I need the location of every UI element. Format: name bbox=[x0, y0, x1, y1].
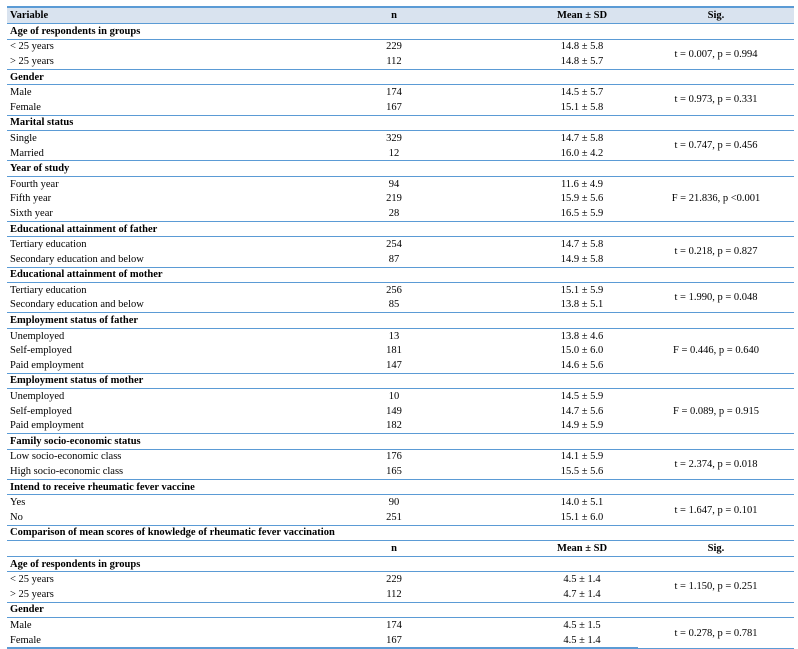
row-label: Female bbox=[7, 100, 262, 115]
row-mean-sd: 15.1 ± 6.0 bbox=[526, 510, 638, 525]
row-mean-sd: 14.7 ± 5.6 bbox=[560, 405, 604, 417]
row-label: Secondary education and below bbox=[7, 298, 262, 313]
row-n: 165 bbox=[262, 464, 526, 479]
table-row bbox=[7, 85, 794, 100]
group-title: Gender bbox=[7, 602, 794, 618]
subheader-n: n bbox=[262, 541, 526, 557]
row-mean-sd: 15.0 ± 6.0 bbox=[560, 345, 604, 357]
row-n: 85 bbox=[262, 298, 526, 313]
group-header-row bbox=[7, 24, 794, 40]
group-header-row bbox=[7, 434, 794, 450]
row-label: High socio-economic class bbox=[7, 464, 262, 479]
table-row bbox=[7, 389, 794, 404]
group-significance: t = 2.374, p = 0.018 bbox=[638, 449, 794, 479]
row-mean-sd: 14.9 ± 5.8 bbox=[526, 252, 638, 267]
group-significance: t = 0.218, p = 0.827 bbox=[638, 237, 794, 267]
row-label: No bbox=[7, 510, 262, 525]
row-label: Unemployed bbox=[10, 391, 65, 403]
row-label: Yes bbox=[10, 497, 26, 509]
table-row bbox=[7, 237, 794, 252]
row-label: Paid employment bbox=[7, 418, 262, 433]
header-n: n bbox=[262, 7, 526, 24]
row-mean-sd: 4.5 ± 1.5 bbox=[563, 619, 601, 631]
row-mean-sd: 14.9 ± 5.9 bbox=[526, 418, 638, 433]
group-title: Year of study bbox=[7, 161, 794, 177]
group-header-row bbox=[7, 479, 794, 495]
row-label: < 25 years bbox=[10, 41, 54, 53]
row-label: Married bbox=[7, 146, 262, 161]
group-header-row bbox=[7, 373, 794, 389]
row-label: Secondary education and below bbox=[7, 252, 262, 267]
row-mean-sd: 4.5 ± 1.4 bbox=[563, 574, 601, 586]
row-n: 112 bbox=[262, 54, 526, 69]
row-mean-sd: 15.9 ± 5.6 bbox=[560, 193, 604, 205]
row-n: 254 bbox=[386, 239, 402, 251]
row-n: 94 bbox=[388, 178, 400, 190]
row-label: Female bbox=[7, 633, 262, 649]
group-significance: t = 0.973, p = 0.331 bbox=[638, 85, 794, 115]
row-label: Self-employed bbox=[10, 405, 72, 417]
section-subheader-row bbox=[7, 541, 794, 557]
group-header-row bbox=[7, 602, 794, 618]
group-significance: t = 1.150, p = 0.251 bbox=[638, 572, 794, 602]
row-mean-sd: 15.1 ± 5.8 bbox=[526, 100, 638, 115]
row-label: Low socio-economic class bbox=[10, 451, 122, 463]
group-title: Educational attainment of mother bbox=[7, 267, 794, 283]
row-n: 10 bbox=[388, 391, 400, 403]
group-header-row bbox=[7, 556, 794, 572]
subheader-blank bbox=[7, 541, 262, 557]
group-title: Age of respondents in groups bbox=[7, 556, 794, 572]
row-label: Paid employment bbox=[7, 358, 262, 373]
table-body bbox=[7, 24, 794, 649]
row-n: 90 bbox=[388, 497, 400, 509]
row-mean-sd: 15.5 ± 5.6 bbox=[526, 464, 638, 479]
group-significance: t = 0.007, p = 0.994 bbox=[638, 39, 794, 69]
row-mean-sd: 16.0 ± 4.2 bbox=[526, 146, 638, 161]
row-mean-sd: 14.0 ± 5.1 bbox=[560, 497, 604, 509]
row-label: Male bbox=[10, 619, 32, 631]
row-mean-sd: 16.5 ± 5.9 bbox=[526, 206, 638, 221]
row-label: < 25 years bbox=[10, 574, 54, 586]
subheader-mean-sd: Mean ± SD bbox=[526, 541, 638, 557]
table-row bbox=[7, 39, 794, 54]
table-header bbox=[7, 7, 794, 24]
row-n: 87 bbox=[262, 252, 526, 267]
group-significance: t = 1.990, p = 0.048 bbox=[638, 283, 794, 313]
table-row bbox=[7, 572, 794, 587]
group-title: Employment status of father bbox=[7, 313, 794, 329]
header-mean-sd: Mean ± SD bbox=[526, 7, 638, 24]
row-n: 167 bbox=[262, 100, 526, 115]
row-label: > 25 years bbox=[7, 587, 262, 602]
row-mean-sd: 15.1 ± 5.9 bbox=[560, 284, 604, 296]
group-header-row bbox=[7, 161, 794, 177]
row-mean-sd: 14.6 ± 5.6 bbox=[526, 358, 638, 373]
row-n: 149 bbox=[386, 405, 402, 417]
table-row bbox=[7, 495, 794, 510]
row-n: 147 bbox=[262, 358, 526, 373]
group-title: Educational attainment of father bbox=[7, 221, 794, 237]
row-mean-sd: 14.7 ± 5.8 bbox=[560, 239, 604, 251]
group-header-row bbox=[7, 313, 794, 329]
group-title: Employment status of mother bbox=[7, 373, 794, 389]
group-title: Intend to receive rheumatic fever vaccine bbox=[7, 479, 794, 495]
row-label: Fourth year bbox=[10, 178, 59, 190]
results-table bbox=[7, 6, 794, 649]
row-label: Single bbox=[10, 132, 37, 144]
table-row bbox=[7, 283, 794, 298]
group-significance: F = 0.089, p = 0.915 bbox=[638, 389, 794, 434]
row-mean-sd: 13.8 ± 5.1 bbox=[526, 298, 638, 313]
row-n: 251 bbox=[262, 510, 526, 525]
row-n: 329 bbox=[386, 132, 402, 144]
table-row bbox=[7, 449, 794, 464]
group-title: Gender bbox=[7, 69, 794, 85]
row-mean-sd: 14.8 ± 5.7 bbox=[526, 54, 638, 69]
group-title: Family socio-economic status bbox=[7, 434, 794, 450]
row-mean-sd: 4.5 ± 1.4 bbox=[526, 633, 638, 649]
results-table-container bbox=[7, 6, 794, 649]
group-header-row bbox=[7, 69, 794, 85]
group-title: Age of respondents in groups bbox=[7, 24, 794, 40]
row-mean-sd: 13.8 ± 4.6 bbox=[560, 330, 604, 342]
row-n: 219 bbox=[386, 193, 402, 205]
row-n: 256 bbox=[386, 284, 402, 296]
group-significance: t = 1.647, p = 0.101 bbox=[638, 495, 794, 525]
group-header-row bbox=[7, 267, 794, 283]
row-n: 13 bbox=[388, 330, 400, 342]
row-n: 182 bbox=[262, 418, 526, 433]
section-title: Comparison of mean scores of knowledge of rheumatic fever vaccination bbox=[7, 525, 794, 541]
table-row bbox=[7, 176, 794, 191]
row-n: 174 bbox=[386, 619, 402, 631]
row-n: 112 bbox=[262, 587, 526, 602]
table-row bbox=[7, 131, 794, 146]
row-n: 174 bbox=[386, 87, 402, 99]
row-n: 229 bbox=[386, 41, 402, 53]
row-mean-sd: 11.6 ± 4.9 bbox=[560, 178, 604, 190]
group-title: Marital status bbox=[7, 115, 794, 131]
table-row bbox=[7, 618, 794, 633]
row-n: 167 bbox=[262, 633, 526, 649]
row-n: 176 bbox=[386, 451, 402, 463]
row-label: Sixth year bbox=[7, 206, 262, 221]
row-mean-sd: 14.5 ± 5.7 bbox=[560, 87, 604, 99]
row-mean-sd: 14.8 ± 5.8 bbox=[560, 41, 604, 53]
row-n: 12 bbox=[262, 146, 526, 161]
row-n: 229 bbox=[386, 574, 402, 586]
group-significance: t = 0.747, p = 0.456 bbox=[638, 131, 794, 161]
header-variable: Variable bbox=[7, 7, 262, 24]
header-row bbox=[7, 7, 794, 24]
row-label: Fifth year bbox=[10, 193, 52, 205]
row-mean-sd: 14.1 ± 5.9 bbox=[560, 451, 604, 463]
group-header-row bbox=[7, 221, 794, 237]
row-mean-sd: 4.7 ± 1.4 bbox=[526, 587, 638, 602]
row-label: > 25 years bbox=[7, 54, 262, 69]
row-label: Self-employed bbox=[10, 345, 72, 357]
row-mean-sd: 14.5 ± 5.9 bbox=[560, 391, 604, 403]
group-significance: F = 21.836, p <0.001 bbox=[638, 176, 794, 221]
group-header-row bbox=[7, 115, 794, 131]
table-row bbox=[7, 328, 794, 343]
row-label: Unemployed bbox=[10, 330, 65, 342]
row-label: Tertiary education bbox=[10, 284, 87, 296]
row-n: 28 bbox=[262, 206, 526, 221]
row-label: Male bbox=[10, 87, 32, 99]
group-significance: t = 0.278, p = 0.781 bbox=[638, 618, 794, 649]
row-label: Tertiary education bbox=[10, 239, 87, 251]
group-significance: F = 0.446, p = 0.640 bbox=[638, 328, 794, 373]
row-n: 181 bbox=[386, 345, 402, 357]
row-mean-sd: 14.7 ± 5.8 bbox=[560, 132, 604, 144]
section-title-row bbox=[7, 525, 794, 541]
subheader-sig: Sig. bbox=[638, 541, 794, 557]
header-sig: Sig. bbox=[638, 7, 794, 24]
